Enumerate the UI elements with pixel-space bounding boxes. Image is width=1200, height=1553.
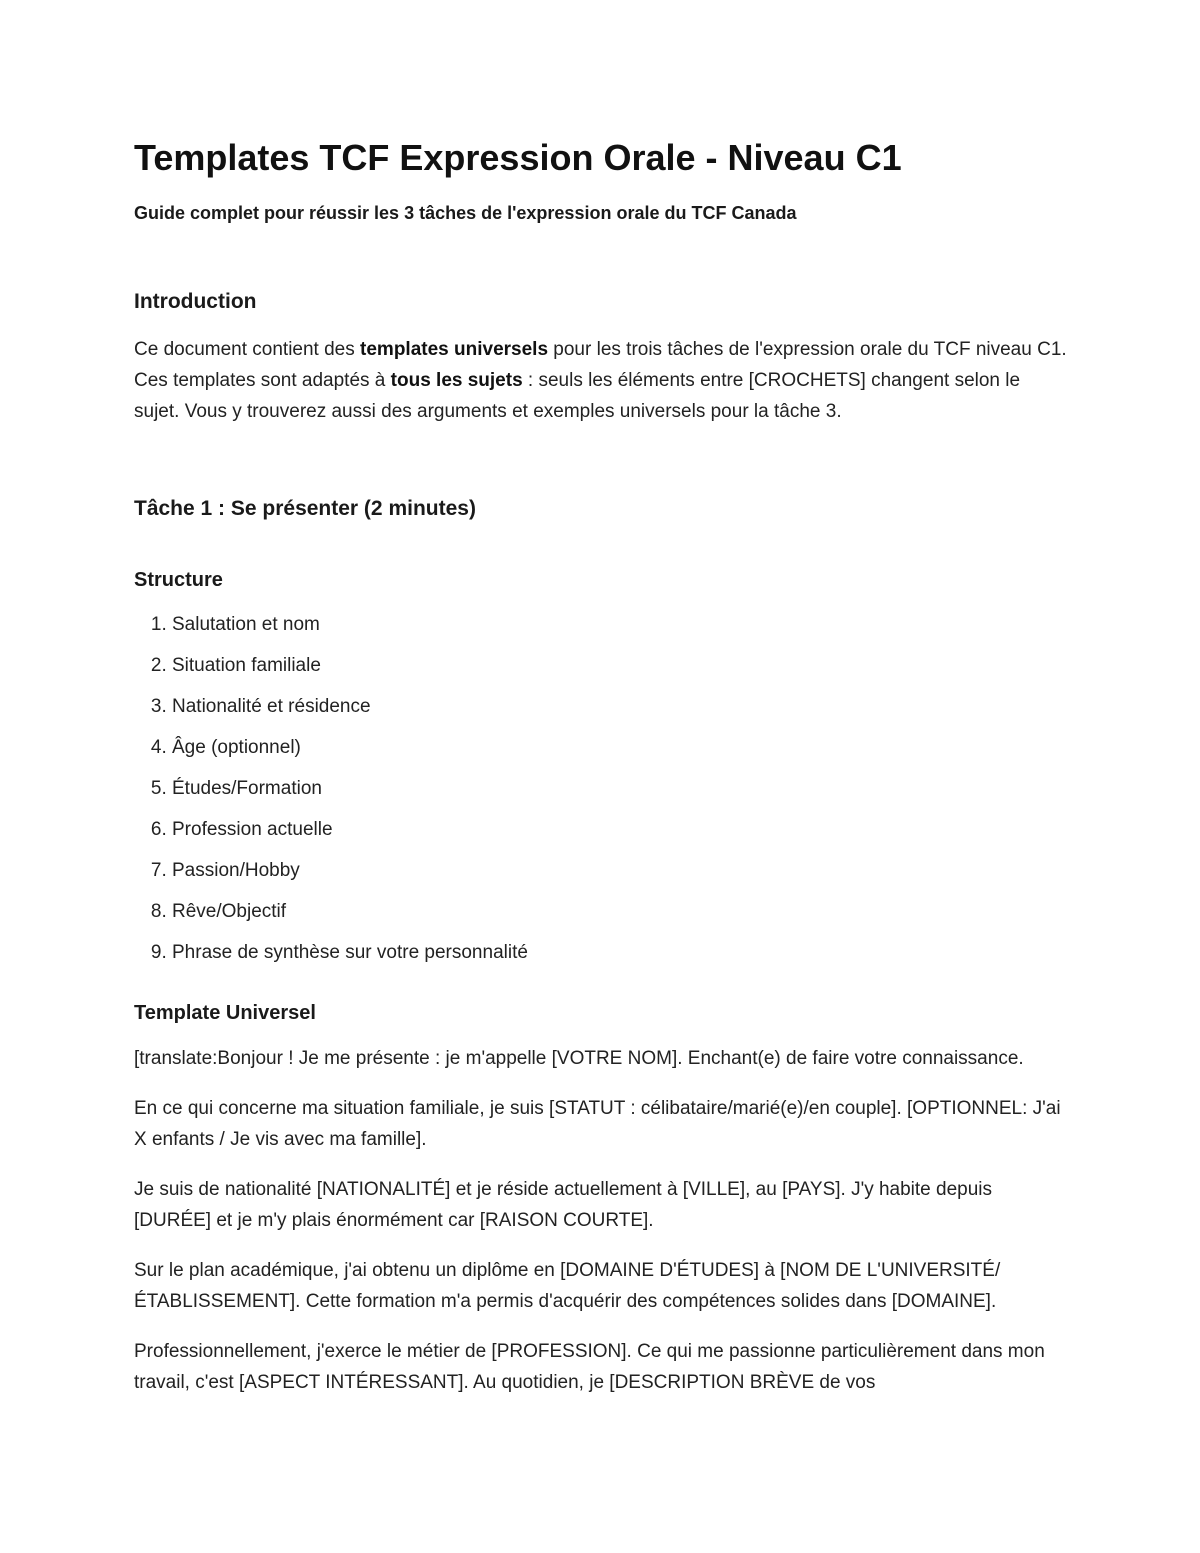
list-item: 7. Passion/Hobby (172, 859, 1069, 883)
list-item: 1. Salutation et nom (172, 613, 1069, 637)
list-item: 4. Âge (optionnel) (172, 736, 1069, 760)
intro-text-2: pour les trois tâches de l'expression orale du TCF niveau C1. Ces templates sont adaptés à (134, 339, 1067, 391)
structure-heading: Structure (134, 569, 223, 591)
intro-text-3: : seuls les éléments entre [CROCHETS] changent selon le sujet. Vous y trouverez aussi des arguments et exemples universels pour la tâche 3. (134, 370, 1021, 422)
task1-heading: Tâche 1 : Se présenter (2 minutes) (134, 497, 476, 520)
list-item: 2. Situation familiale (172, 654, 1069, 678)
list-item: 5. Études/Formation (172, 777, 1069, 801)
list-item: 6. Profession actuelle (172, 818, 1069, 842)
intro-text-1: Ce document contient des (134, 339, 361, 360)
intro-bold-1: templates universels (360, 339, 549, 360)
list-item: 3. Nationalité et résidence (172, 695, 1069, 719)
template-paragraph: [translate:Bonjour ! Je me présente : je m'appelle [VOTRE NOM]. Enchant(e) de faire votre connaissance. (134, 1048, 1024, 1069)
list-item: 9. Phrase de synthèse sur votre personnalité (172, 941, 1069, 965)
intro-paragraph (134, 334, 1069, 427)
document-subtitle: Guide complet pour réussir les 3 tâches de l'expression orale du TCF Canada (134, 203, 797, 223)
structure-list (134, 613, 1069, 965)
document-title: Templates TCF Expression Orale - Niveau C1 (134, 137, 902, 178)
template-paragraph: Sur le plan académique, j'ai obtenu un diplôme en [DOMAINE D'ÉTUDES] à [NOM DE L'UNIVERSITÉ/ÉTABLISSEMENT]. Cette formation m'a permis d'acquérir des compétences solides dans [DOMAINE]. (134, 1260, 1001, 1312)
template-paragraph: Je suis de nationalité [NATIONALITÉ] et je réside actuellement à [VILLE], au [PAYS]. J'y habite depuis [DURÉE] et je m'y plais énormément car [RAISON COURTE]. (134, 1179, 993, 1231)
intro-bold-2: tous les sujets (390, 370, 523, 391)
list-item: 8. Rêve/Objectif (172, 900, 1069, 924)
template-heading: Template Universel (134, 1002, 316, 1024)
template-paragraph: En ce qui concerne ma situation familiale, je suis [STATUT : célibataire/marié(e)/en couple]. [OPTIONNEL: J'ai X enfants / Je vis avec ma famille]. (134, 1098, 1061, 1150)
template-paragraph: Professionnellement, j'exerce le métier de [PROFESSION]. Ce qui me passionne particulièrement dans mon travail, c'est [ASPECT INTÉRESSANT]. Au quotidien, je [DESCRIPTION BRÈVE de vos (134, 1341, 1045, 1393)
document-page (134, 136, 1069, 1398)
intro-heading: Introduction (134, 290, 257, 313)
